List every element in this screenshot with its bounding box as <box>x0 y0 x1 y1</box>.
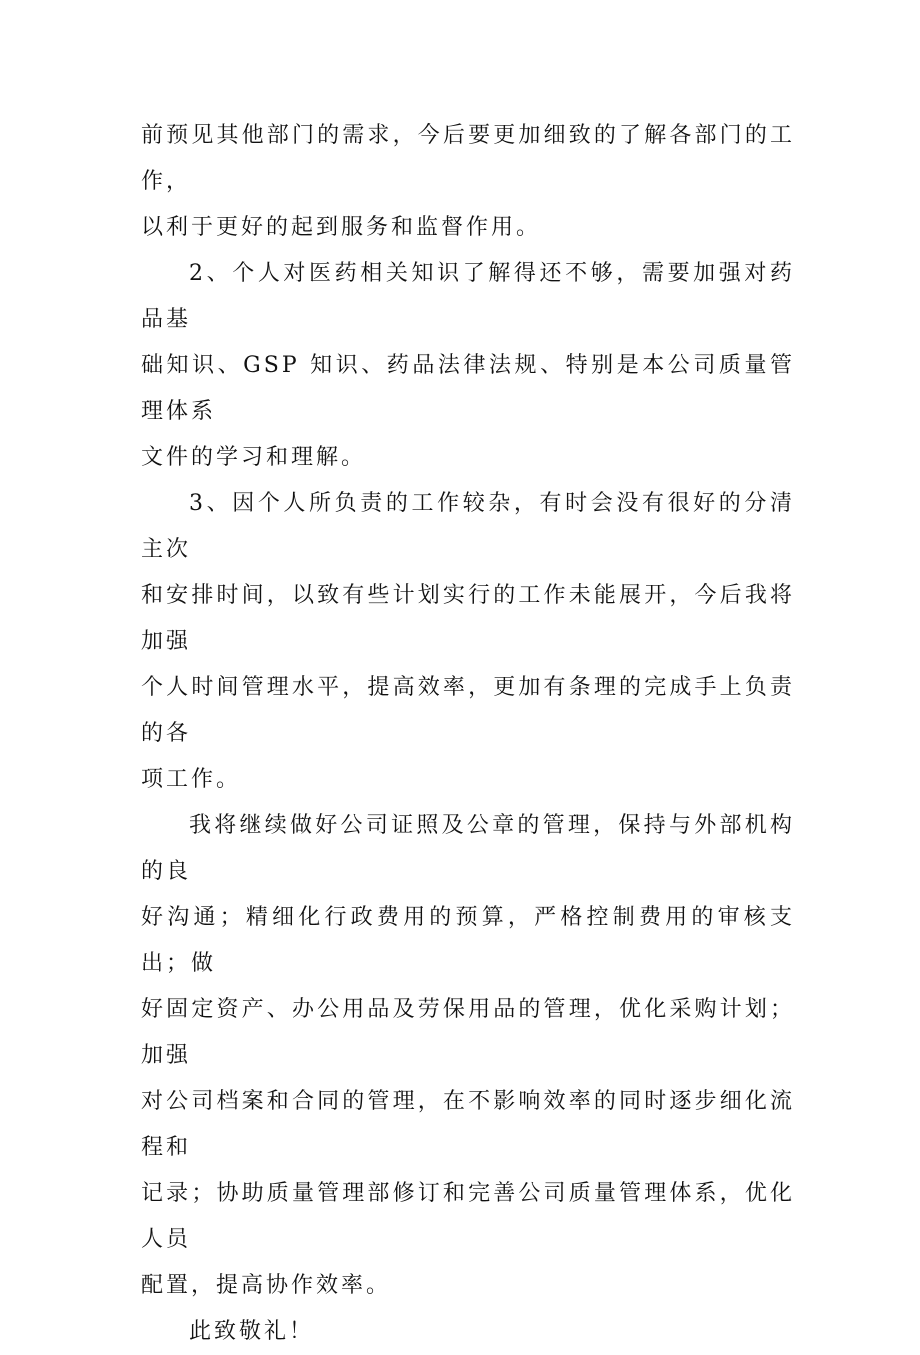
text-line: 文件的学习和理解。 <box>141 445 367 470</box>
text-line: 记录；协助质量管理部修订和完善公司质量管理体系，优化人员 <box>141 1181 795 1252</box>
text-line: 个人时间管理水平，提高效率，更加有条理的完成手上负责的各 <box>141 675 795 746</box>
text-line: 配置，提高协作效率。 <box>141 1273 392 1298</box>
paragraph-item-3 <box>141 481 795 803</box>
text-line: 础知识、GSP 知识、药品法律法规、特别是本公司质量管理体系 <box>141 353 795 424</box>
text-line: 3、因个人所负责的工作较杂，有时会没有很好的分清主次 <box>141 491 795 562</box>
text-line: 2、个人对医药相关知识了解得还不够，需要加强对药品基 <box>141 261 795 332</box>
paragraph-continuation <box>141 113 795 251</box>
paragraph-item-2 <box>141 251 795 481</box>
text-line: 好固定资产、办公用品及劳保用品的管理，优化采购计划；加强 <box>141 997 795 1068</box>
text-line: 以利于更好的起到服务和监督作用。 <box>141 215 542 240</box>
document-body <box>141 113 795 1355</box>
text-line: 对公司档案和合同的管理，在不影响效率的同时逐步细化流程和 <box>141 1089 795 1160</box>
paragraph-plan <box>141 803 795 1309</box>
text-line: 项工作。 <box>141 767 242 792</box>
closing-salutation: 此致敬礼！ <box>189 1319 315 1344</box>
text-line: 前预见其他部门的需求，今后要更加细致的了解各部门的工作， <box>141 123 795 194</box>
text-line: 我将继续做好公司证照及公章的管理，保持与外部机构的良 <box>141 813 795 884</box>
text-line: 和安排时间，以致有些计划实行的工作未能展开，今后我将加强 <box>141 583 795 654</box>
text-line: 好沟通；精细化行政费用的预算，严格控制费用的审核支出；做 <box>141 905 795 976</box>
